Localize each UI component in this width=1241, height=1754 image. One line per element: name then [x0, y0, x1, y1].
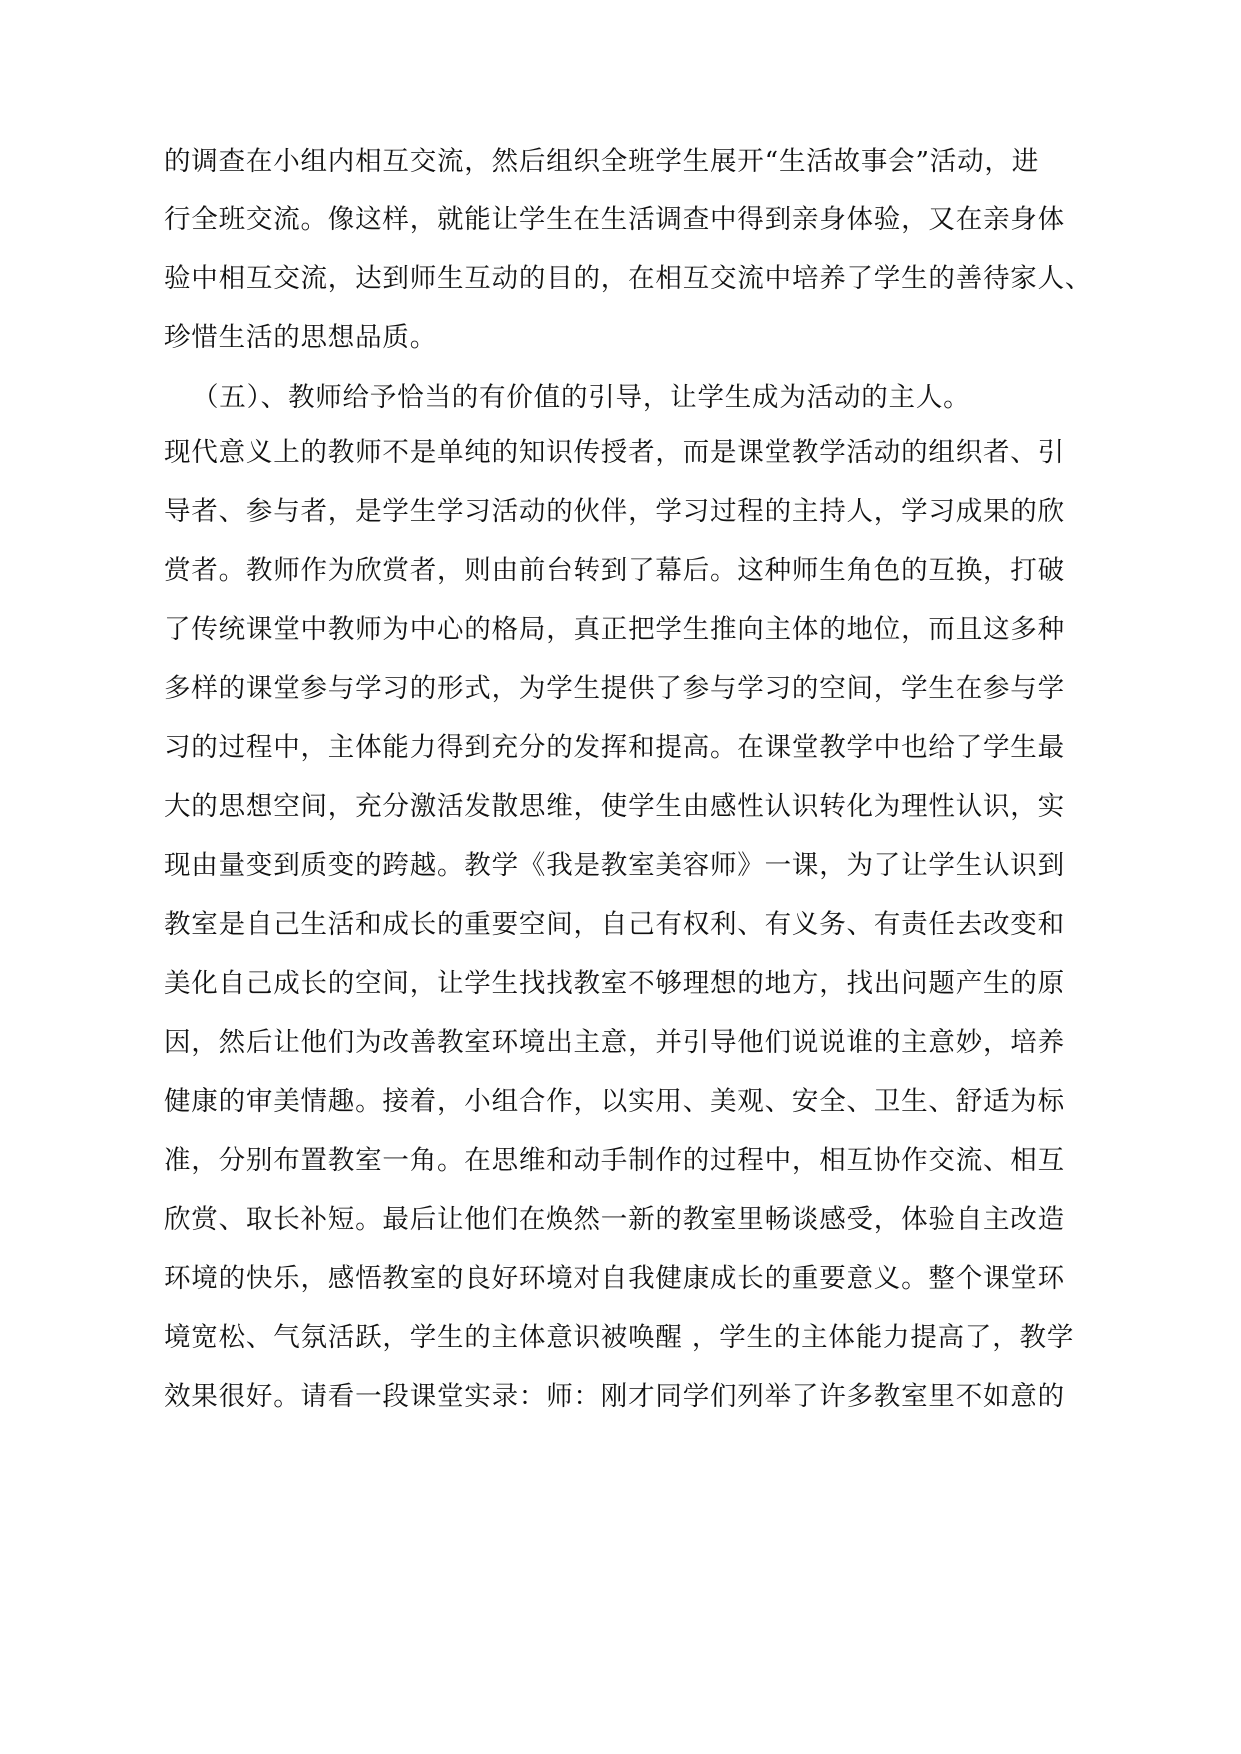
- text-line: 健康的审美情趣。接着，小组合作，以实用、美观、安全、卫生、舒适为标: [164, 1086, 1065, 1117]
- text-line: 欣赏、取长补短。最后让他们在焕然一新的教室里畅谈感受，体验自主改造: [164, 1204, 1065, 1235]
- text-line: 准，分别布置教室一角。在思维和动手制作的过程中，相互协作交流、相互: [164, 1145, 1065, 1176]
- section-heading: （五）、教师给予恰当的有价值的引导，让学生成为活动的主人。: [192, 382, 971, 413]
- text-line: 行全班交流。像这样，就能让学生在生活调查中得到亲身体验，又在亲身体: [164, 204, 1065, 235]
- text-line: 赏者。教师作为欣赏者，则由前台转到了幕后。这种师生角色的互换，打破: [164, 555, 1065, 586]
- text-line: 教室是自己生活和成长的重要空间，自己有权利、有义务、有责任去改变和: [164, 909, 1065, 940]
- text-line: 导者、参与者，是学生学习活动的伙伴，学习过程的主持人，学习成果的欣: [164, 496, 1065, 527]
- text-line: 了传统课堂中教师为中心的格局，真正把学生推向主体的地位，而且这多种: [164, 614, 1065, 645]
- text-line: 多样的课堂参与学习的形式，为学生提供了参与学习的空间，学生在参与学: [164, 673, 1065, 704]
- text-line: 因，然后让他们为改善教室环境出主意，并引导他们说说谁的主意妙，培养: [164, 1027, 1065, 1058]
- text-line: 珍惜生活的思想品质。: [164, 322, 437, 353]
- text-line: 环境的快乐，感悟教室的良好环境对自我健康成长的重要意义。整个课堂环: [164, 1263, 1065, 1294]
- text-line: 美化自己成长的空间，让学生找找教室不够理想的地方，找出问题产生的原: [164, 968, 1065, 999]
- text-line: 验中相互交流，达到师生互动的目的，在相互交流中培养了学生的善待家人、: [164, 263, 1093, 294]
- text-line: 境宽松、气氛活跃，学生的主体意识被唤醒 ，学生的主体能力提高了，教学: [164, 1322, 1075, 1353]
- text-line: 的调查在小组内相互交流，然后组织全班学生展开“生活故事会”活动，进: [164, 146, 1039, 177]
- text-line: 现由量变到质变的跨越。教学《我是教室美容师》一课，为了让学生认识到: [164, 850, 1065, 881]
- text-line: 效果很好。请看一段课堂实录：师：刚才同学们列举了许多教室里不如意的: [164, 1381, 1065, 1412]
- text-line: 习的过程中，主体能力得到充分的发挥和提高。在课堂教学中也给了学生最: [164, 732, 1065, 763]
- text-line: 大的思想空间，充分激活发散思维，使学生由感性认识转化为理性认识，实: [164, 791, 1065, 822]
- text-line: 现代意义上的教师不是单纯的知识传授者，而是课堂教学活动的组织者、引: [164, 437, 1065, 468]
